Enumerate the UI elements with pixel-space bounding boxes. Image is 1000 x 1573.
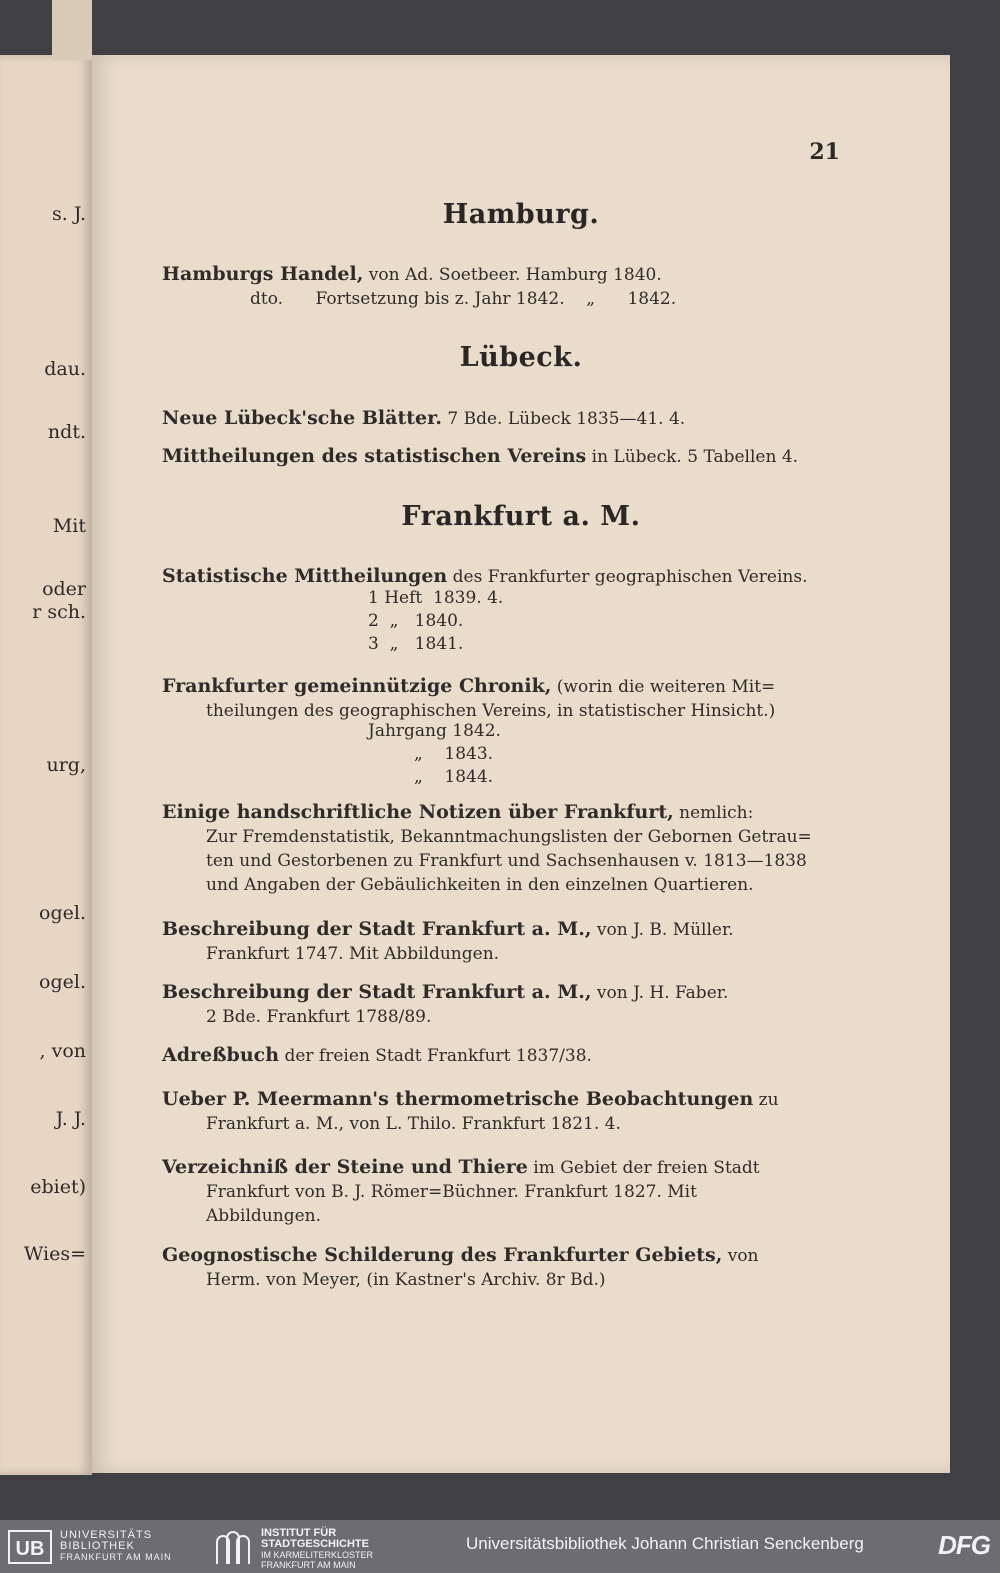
entry-beschreibung-mueller	[162, 917, 852, 966]
left-margin-fragment: ebiet)	[30, 1176, 86, 1198]
entry-continuation: Frankfurt von B. J. Römer=Büchner. Frankfurt 1827. Mit	[206, 1182, 697, 1202]
entry-continuation: Abbildungen.	[206, 1206, 321, 1226]
left-margin-fragment: urg,	[46, 754, 86, 776]
entry-continuation: Zur Fremdenstatistik, Bekanntmachungslisten der Gebornen Getrau=	[206, 827, 812, 847]
ub-line: BIBLIOTHEK	[60, 1540, 135, 1552]
left-margin-fragment: r sch.	[32, 601, 86, 623]
year-line: „ 1844.	[414, 767, 494, 787]
isg-small-line: IM KARMELITERKLOSTER	[261, 1550, 374, 1560]
left-margin-fragment: s. J.	[51, 203, 86, 225]
entry-verzeichniss-steine-thiere	[162, 1155, 852, 1228]
entry-beschreibung-faber	[162, 980, 852, 1029]
entry-mittheilungen-luebeck	[162, 444, 852, 469]
entry-handschriftliche-notizen	[162, 800, 852, 897]
ub-mark: UB	[8, 1530, 52, 1564]
entry-text: von J. B. Müller.	[591, 920, 734, 940]
isg-arches-icon	[213, 1526, 253, 1566]
entry-head: Statistische Mittheilungen	[162, 565, 448, 587]
section-title-hamburg: Hamburg.	[442, 199, 600, 230]
entry-meermann-beobachtungen	[162, 1087, 852, 1136]
left-page-top-edge	[52, 0, 92, 60]
entry-text: des Frankfurter geographischen Vereins.	[447, 567, 808, 587]
entry-text: zu	[753, 1090, 779, 1110]
isg-line: STADTGESCHICHTE	[261, 1538, 369, 1550]
entry-head: Verzeichniß der Steine und Thiere	[162, 1156, 528, 1178]
issue-line: 1 Heft 1839. 4.	[368, 588, 504, 608]
section-title-frankfurt: Frankfurt a. M.	[401, 501, 641, 532]
entry-continuation: ten und Gestorbenen zu Frankfurt und Sachsenhausen v. 1813—1838	[206, 851, 807, 871]
entry-text: 7 Bde. Lübeck 1835—41. 4.	[441, 409, 686, 429]
entry-statistische-mittheilungen	[162, 564, 852, 589]
entry-text: von J. H. Faber.	[591, 983, 729, 1003]
entry-text: im Gebiet der freien Stadt	[527, 1158, 760, 1178]
left-margin-fragment: oder	[42, 578, 86, 600]
page-number: 21	[809, 139, 840, 165]
left-margin-fragment: ndt.	[47, 421, 86, 443]
section-title-luebeck: Lübeck.	[459, 342, 583, 373]
year-line: „ 1843.	[414, 744, 494, 764]
footer-bar	[0, 1520, 1000, 1573]
entry-head: Beschreibung der Stadt Frankfurt a. M.,	[162, 981, 592, 1003]
left-margin-fragment: Mit	[52, 515, 86, 537]
entry-head: Ueber P. Meermann's thermometrische Beobachtungen	[162, 1088, 754, 1110]
entry-continuation: und Angaben der Gebäulichkeiten in den einzelnen Quartieren.	[206, 875, 754, 895]
entry-continuation: dto. Fortsetzung bis z. Jahr 1842. „ 1842.	[250, 289, 677, 309]
entry-text: von	[722, 1246, 759, 1266]
issue-line: 3 „ 1841.	[368, 634, 464, 654]
entry-text: von Ad. Soetbeer. Hamburg 1840.	[363, 265, 662, 285]
isg-logo-text	[261, 1528, 373, 1570]
left-margin-fragment: , von	[39, 1040, 86, 1062]
entry-head: Mittheilungen des statistischen Vereins	[162, 445, 587, 467]
ub-line: UNIVERSITÄTS	[60, 1529, 153, 1541]
entry-head: Hamburgs Handel,	[162, 263, 364, 285]
document-page	[92, 55, 950, 1473]
ub-logo-text	[60, 1530, 172, 1563]
ub-line: FRANKFURT AM MAIN	[60, 1552, 172, 1562]
entry-geognostische-schilderung	[162, 1243, 852, 1292]
isg-line: INSTITUT FÜR	[261, 1527, 337, 1539]
left-page-edge	[0, 55, 92, 1475]
entry-head: Neue Lübeck'sche Blätter.	[162, 407, 442, 429]
entry-text: (worin die weiteren Mit=	[551, 677, 776, 697]
left-margin-fragment: ogel.	[39, 971, 86, 993]
entry-head: Geognostische Schilderung des Frankfurter Gebiets,	[162, 1244, 723, 1266]
entry-head: Beschreibung der Stadt Frankfurt a. M.,	[162, 918, 592, 940]
left-margin-fragment: J. J.	[55, 1108, 86, 1130]
entry-head: Frankfurter gemeinnützige Chronik,	[162, 675, 552, 697]
issue-line: 2 „ 1840.	[368, 611, 464, 631]
dfg-logo[interactable]: DFG	[938, 1530, 990, 1560]
ub-logo[interactable]	[8, 1528, 198, 1566]
year-line: Jahrgang 1842.	[368, 721, 501, 741]
entry-continuation: Frankfurt a. M., von L. Thilo. Frankfurt 1821. 4.	[206, 1114, 621, 1134]
entry-head: Adreßbuch	[162, 1044, 280, 1066]
entry-text: in Lübeck. 5 Tabellen 4.	[586, 447, 799, 467]
left-margin-fragment: dau.	[44, 358, 86, 380]
entry-neue-luebeck-blaetter	[162, 406, 852, 431]
isg-small-line: FRANKFURT AM MAIN	[261, 1560, 356, 1570]
entry-continuation: theilungen des geographischen Vereins, in statistischer Hinsicht.)	[206, 701, 776, 721]
left-margin-fragment: ogel.	[39, 902, 86, 924]
footer-library-title[interactable]: Universitätsbibliothek Johann Christian Senckenberg	[466, 1534, 864, 1553]
entry-hamburgs-handel	[162, 262, 852, 311]
entry-continuation: Herm. von Meyer, (in Kastner's Archiv. 8r Bd.)	[206, 1270, 606, 1290]
entry-head: Einige handschriftliche Notizen über Frankfurt,	[162, 801, 674, 823]
isg-logo[interactable]	[213, 1526, 413, 1568]
entry-continuation: 2 Bde. Frankfurt 1788/89.	[206, 1007, 432, 1027]
entry-continuation: Frankfurt 1747. Mit Abbildungen.	[206, 944, 500, 964]
entry-text: nemlich:	[673, 803, 754, 823]
entry-adressbuch	[162, 1043, 852, 1068]
entry-text: der freien Stadt Frankfurt 1837/38.	[279, 1046, 592, 1066]
left-margin-fragment: Wies=	[23, 1243, 86, 1265]
entry-frankfurter-chronik	[162, 674, 852, 723]
